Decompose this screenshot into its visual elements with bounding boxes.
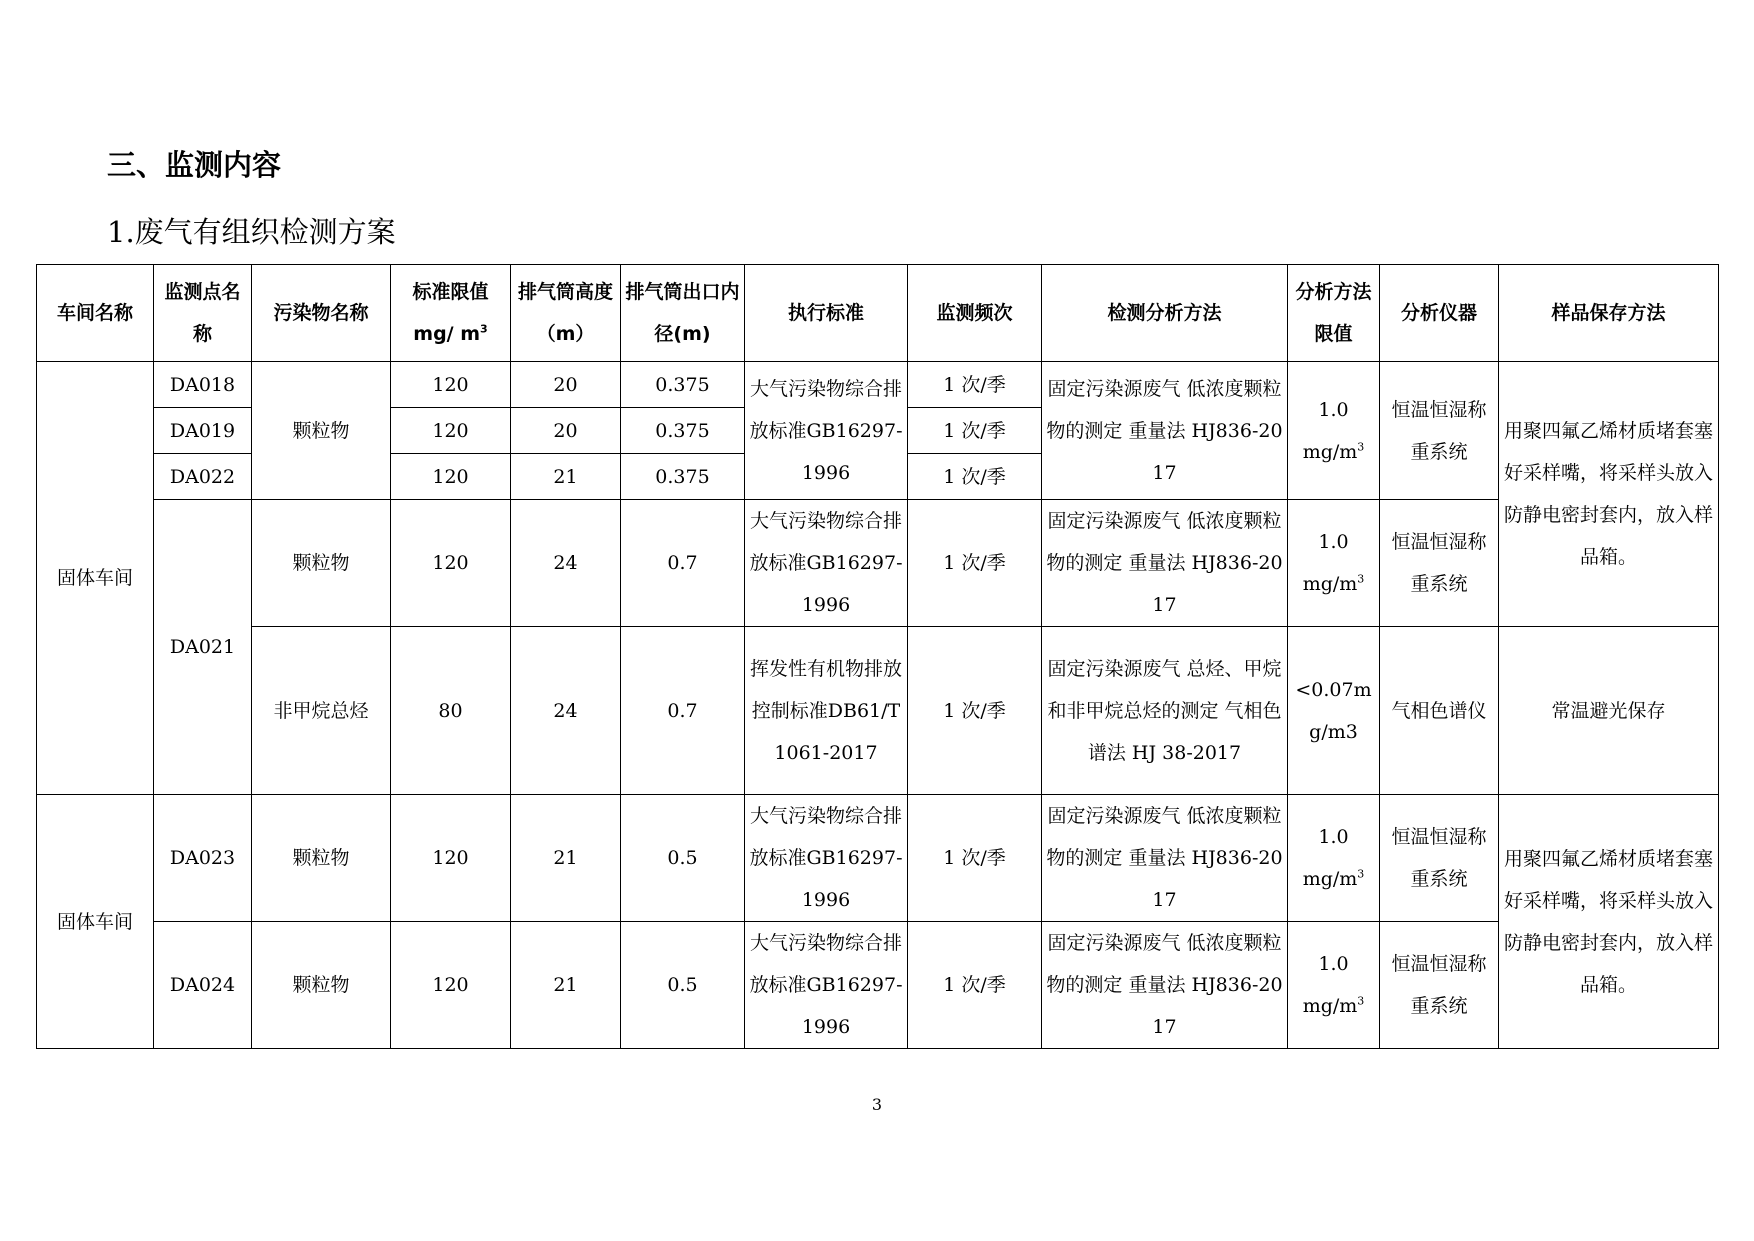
header-limit-label: 标准限值 [412, 281, 489, 303]
limit-cell: 120 [391, 408, 511, 454]
method-cell: 固定污染源废气 低浓度颗粒物的测定 重量法 HJ836-2017 [1042, 500, 1288, 627]
point-cell: DA022 [154, 454, 252, 500]
instrument-cell: 恒温恒湿称重系统 [1380, 500, 1499, 627]
method-limit-cell: <0.07mg/m3 [1288, 627, 1380, 795]
method-limit-unit: mg/m [1302, 995, 1358, 1017]
method-cell: 固定污染源废气 低浓度颗粒物的测定 重量法 HJ836-2017 [1042, 922, 1288, 1049]
limit-cell: 120 [391, 362, 511, 408]
height-cell: 24 [511, 627, 621, 795]
standard-cell: 大气污染物综合排放标准GB16297-1996 [745, 922, 908, 1049]
method-cell: 固定污染源废气 低浓度颗粒物的测定 重量法 HJ836-2017 [1042, 795, 1288, 922]
preservation-cell: 用聚四氟乙烯材质堵套塞好采样嘴，将采样头放入防静电密封套内，放入样品箱。 [1499, 795, 1719, 1049]
method-limit-value: 1.0 [1318, 398, 1349, 421]
header-limit-unit: mg/ m [413, 323, 481, 345]
diameter-cell: 0.7 [621, 627, 745, 795]
point-cell: DA021 [154, 500, 252, 795]
sub-title: 1.废气有组织检测方案 [107, 215, 396, 249]
workshop-cell: 固体车间 [37, 795, 154, 1049]
header-workshop: 车间名称 [37, 265, 154, 362]
diameter-cell: 0.5 [621, 795, 745, 922]
diameter-cell: 0.7 [621, 500, 745, 627]
point-cell: DA019 [154, 408, 252, 454]
limit-cell: 120 [391, 500, 511, 627]
point-cell: DA018 [154, 362, 252, 408]
method-limit-unit-sup: 3 [1357, 440, 1365, 454]
header-method-limit: 分析方法限值 [1288, 265, 1380, 362]
method-limit-value: 1.0 [1318, 826, 1349, 848]
frequency-cell: 1 次/季 [908, 454, 1042, 500]
height-cell: 21 [511, 454, 621, 500]
section-title: 三、监测内容 [107, 148, 282, 182]
method-limit-unit-sup: 3 [1357, 572, 1365, 586]
header-instrument: 分析仪器 [1380, 265, 1499, 362]
instrument-cell: 气相色谱仪 [1380, 627, 1499, 795]
frequency-cell: 1 次/季 [908, 408, 1042, 454]
page-number: 3 [871, 1095, 883, 1114]
pollutant-cell: 颗粒物 [252, 362, 391, 500]
frequency-cell: 1 次/季 [908, 627, 1042, 795]
pollutant-cell: 颗粒物 [252, 500, 391, 627]
monitoring-table [36, 264, 1719, 1049]
instrument-cell: 恒温恒湿称重系统 [1380, 362, 1499, 500]
pollutant-cell: 颗粒物 [252, 795, 391, 922]
preservation-cell: 常温避光保存 [1499, 627, 1719, 795]
header-point: 监测点名称 [154, 265, 252, 362]
table-row [37, 362, 1719, 408]
method-limit-cell [1288, 500, 1380, 627]
limit-cell: 120 [391, 454, 511, 500]
frequency-cell: 1 次/季 [908, 922, 1042, 1049]
method-limit-value: 1.0 [1318, 531, 1349, 553]
workshop-cell: 固体车间 [37, 362, 154, 795]
point-cell: DA024 [154, 922, 252, 1049]
diameter-cell: 0.375 [621, 408, 745, 454]
header-limit-unit-sup: 3 [480, 322, 488, 336]
height-cell: 21 [511, 795, 621, 922]
standard-cell: 大气污染物综合排放标准GB16297-1996 [745, 362, 908, 500]
method-limit-unit: mg/m [1302, 868, 1358, 890]
height-cell: 21 [511, 922, 621, 1049]
table-row [37, 795, 1719, 922]
method-limit-unit-sup: 3 [1357, 867, 1365, 881]
method-limit-unit: mg/m [1302, 573, 1358, 595]
method-limit-unit-sup: 3 [1357, 994, 1365, 1008]
frequency-cell: 1 次/季 [908, 500, 1042, 627]
pollutant-cell: 颗粒物 [252, 922, 391, 1049]
pollutant-cell: 非甲烷总烃 [252, 627, 391, 795]
diameter-cell: 0.5 [621, 922, 745, 1049]
method-cell: 固定污染源废气 总烃、甲烷和非甲烷总烃的测定 气相色谱法 HJ 38-2017 [1042, 627, 1288, 795]
height-cell: 20 [511, 362, 621, 408]
header-diameter: 排气筒出口内径(m) [621, 265, 745, 362]
standard-cell: 大气污染物综合排放标准GB16297-1996 [745, 500, 908, 627]
table-row [37, 627, 1719, 795]
frequency-cell: 1 次/季 [908, 362, 1042, 408]
header-preservation: 样品保存方法 [1499, 265, 1719, 362]
instrument-cell: 恒温恒湿称重系统 [1380, 922, 1499, 1049]
instrument-cell: 恒温恒湿称重系统 [1380, 795, 1499, 922]
header-row [37, 265, 1719, 362]
limit-cell: 80 [391, 627, 511, 795]
method-limit-cell [1288, 922, 1380, 1049]
method-limit-cell [1288, 362, 1380, 500]
header-pollutant: 污染物名称 [252, 265, 391, 362]
limit-cell: 120 [391, 922, 511, 1049]
diameter-cell: 0.375 [621, 362, 745, 408]
table-row [37, 922, 1719, 1049]
diameter-cell: 0.375 [621, 454, 745, 500]
preservation-cell: 用聚四氟乙烯材质堵套塞好采样嘴，将采样头放入防静电密封套内，放入样品箱。 [1499, 362, 1719, 627]
header-height: 排气筒高度（m） [511, 265, 621, 362]
limit-cell: 120 [391, 795, 511, 922]
method-limit-unit: mg/m [1302, 440, 1358, 463]
method-limit-value: 1.0 [1318, 953, 1349, 975]
method-limit-cell [1288, 795, 1380, 922]
method-cell: 固定污染源废气 低浓度颗粒物的测定 重量法 HJ836-2017 [1042, 362, 1288, 500]
height-cell: 24 [511, 500, 621, 627]
point-cell: DA023 [154, 795, 252, 922]
table-row [37, 500, 1719, 627]
frequency-cell: 1 次/季 [908, 795, 1042, 922]
header-method: 检测分析方法 [1042, 265, 1288, 362]
header-frequency: 监测频次 [908, 265, 1042, 362]
header-standard: 执行标准 [745, 265, 908, 362]
standard-cell: 挥发性有机物排放控制标准DB61/T1061-2017 [745, 627, 908, 795]
height-cell: 20 [511, 408, 621, 454]
standard-cell: 大气污染物综合排放标准GB16297-1996 [745, 795, 908, 922]
header-limit [391, 265, 511, 362]
